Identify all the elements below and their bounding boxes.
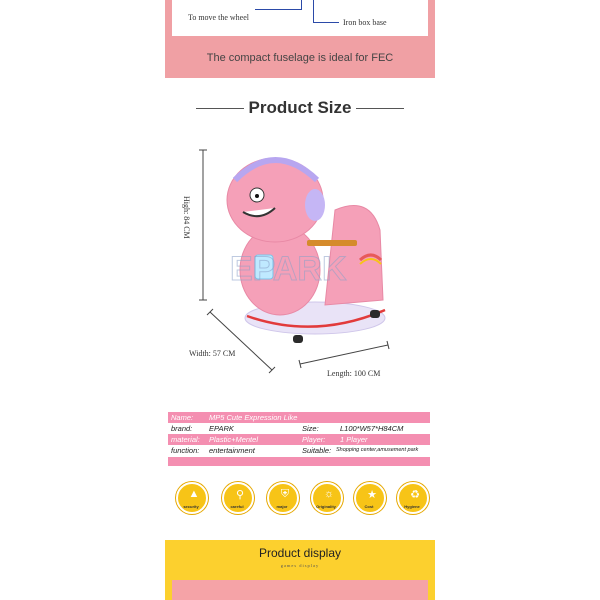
magnifier-icon: ⚲ [222, 482, 254, 514]
feature-careful [219, 482, 255, 518]
feature-label: security [183, 504, 199, 509]
spec-label: material: [171, 435, 200, 444]
helmet-icon: ▲ [176, 482, 208, 514]
spec-row-material [168, 434, 430, 445]
feature-label: Cost [364, 504, 374, 509]
feature-label: major [276, 504, 288, 509]
feature-label: Hygiene [404, 504, 420, 509]
product-size-title: Product Size [248, 98, 352, 117]
epark-watermark: EPARK [230, 250, 347, 288]
recycle-icon: ♻ [397, 482, 429, 514]
spec-label: Size: [302, 424, 319, 433]
product-display-title: Product display [258, 546, 342, 560]
feature-major [264, 482, 300, 518]
length-label: Length: 100 CM [327, 369, 381, 378]
spec-table [168, 412, 430, 468]
height-label: High: 84 CM [182, 196, 191, 239]
spec-row-function [168, 445, 430, 456]
feature-label: Originality [316, 504, 336, 509]
spec-label: brand: [171, 424, 193, 433]
spec-value: 1 Player [340, 435, 368, 444]
iron-box-base-label: Iron box base [343, 18, 387, 27]
feature-label: careful [230, 504, 244, 509]
spec-label: Player: [302, 435, 326, 444]
feature-originality [308, 482, 344, 518]
width-label: Width: 57 CM [189, 349, 236, 358]
spec-value: MP5 Cute Expression Like [209, 413, 298, 422]
spec-row-footer [168, 457, 430, 466]
base-leader-line [313, 22, 339, 23]
spec-label: function: [171, 446, 200, 455]
fuselage-caption: The compact fuselage is ideal for FEC [206, 52, 394, 64]
spec-value: EPARK [209, 424, 234, 433]
spec-value: entertainment [209, 446, 255, 455]
feature-hygiene [394, 482, 430, 518]
spec-value: Shopping center,amusement park [336, 447, 419, 453]
product-display-subtitle: games display [280, 563, 320, 568]
wheel-label: To move the wheel [188, 13, 249, 22]
spec-row-brand [168, 423, 430, 434]
spec-value: Plastic+Mentel [209, 435, 258, 444]
wheel-leader-line [255, 9, 301, 10]
money-icon: ★ [354, 482, 386, 514]
lightbulb-icon: ☼ [311, 482, 343, 514]
base-leader-line-vertical [313, 0, 314, 22]
heading-rule-right [356, 108, 404, 109]
product-display-panel [172, 580, 428, 600]
spec-value: L100*W57*H84CM [340, 424, 404, 433]
spec-row-name [168, 412, 430, 423]
feature-cost [351, 482, 387, 518]
spec-label: Name: [171, 413, 194, 422]
spec-label: Suitable: [302, 446, 332, 455]
wheel-leader-line-vertical [301, 0, 302, 10]
shield-icon: ⛨ [267, 482, 299, 514]
feature-security [173, 482, 209, 518]
